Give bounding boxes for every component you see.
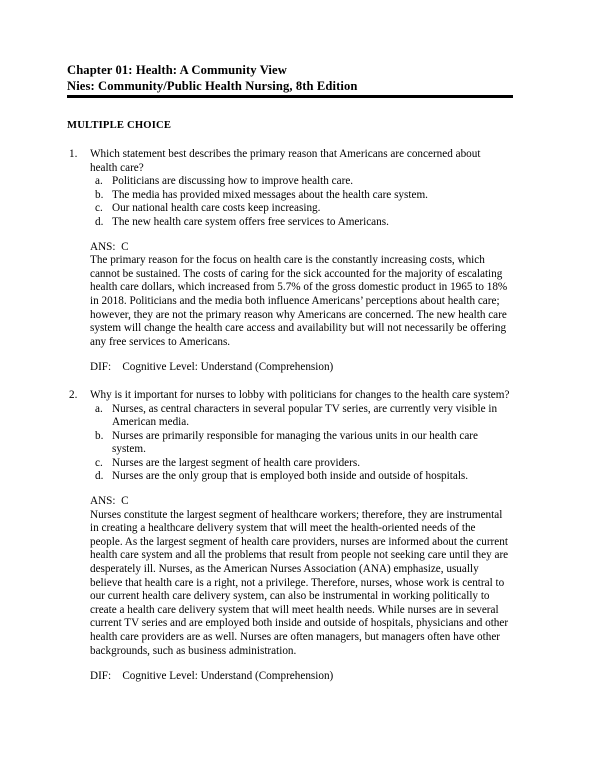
section-heading-multiple-choice: MULTIPLE CHOICE bbox=[67, 120, 172, 131]
option-text: Politicians are discussing how to improve health care. bbox=[112, 175, 354, 188]
header-divider-rule bbox=[67, 95, 513, 98]
question-number: 2. bbox=[69, 388, 78, 401]
option-letter: a. bbox=[95, 402, 103, 415]
option-text: Our national health care costs keep increasing. bbox=[112, 202, 321, 215]
answer-options bbox=[0, 403, 600, 485]
answer-option[interactable] bbox=[0, 216, 600, 230]
question-block bbox=[0, 389, 600, 684]
question-number: 1. bbox=[69, 148, 78, 160]
question-text: Which statement best describes the primary reason that Americans are concerned about health care? bbox=[90, 148, 481, 174]
option-letter: a. bbox=[95, 175, 103, 188]
answer-option[interactable] bbox=[0, 457, 600, 471]
difficulty-line: DIF: Cognitive Level: Understand (Comprehension) bbox=[90, 361, 334, 374]
answer-option[interactable] bbox=[0, 189, 600, 203]
answer-block bbox=[0, 241, 600, 350]
answer-options bbox=[0, 175, 600, 229]
answer-key: ANS: C bbox=[90, 240, 129, 253]
option-text: Nurses are primarily responsible for managing the various units in our health care system. bbox=[112, 429, 478, 456]
option-letter: b. bbox=[95, 188, 104, 201]
question-stem-row bbox=[0, 389, 600, 403]
answer-option[interactable] bbox=[0, 403, 600, 430]
answer-rationale: Nurses constitute the largest segment of healthcare workers; therefore, they are instrumental in creating a healthcare delivery system that will meet the health-oriented needs of the people. As the largest segment of health care providers, nurses are informed about the current health care system and all the problems that result from people not seeking care until they are desperately ill. Nurses, as the American Nurses Association (ANA) emphasize, usually believe that health care is a right, not a privilege. Therefore, nurses, whose work is central to our current health care delivery system, can also be instrumental in working politically to create a health care delivery system that will meet health needs. While nurses are in several current TV series and are employed both inside and outside of hospitals, physicians and other health care providers are as well. Nurses are often managers, but managers often have other backgrounds, such as business administration. bbox=[90, 508, 509, 657]
option-text: Nurses are the only group that is employed both inside and outside of hospitals. bbox=[112, 470, 469, 483]
option-letter: c. bbox=[95, 456, 103, 469]
option-letter: d. bbox=[95, 470, 104, 483]
question-spacer bbox=[0, 375, 600, 389]
header-book-title: Nies: Community/Public Health Nursing, 8th Edition bbox=[67, 78, 358, 93]
header-chapter-title: Chapter 01: Health: A Community View bbox=[67, 63, 287, 77]
answer-block bbox=[0, 495, 600, 658]
answer-option[interactable] bbox=[0, 175, 600, 189]
answer-option[interactable] bbox=[0, 202, 600, 216]
answer-rationale: The primary reason for the focus on health care is the constantly increasing costs, which cannot be sustained. The costs of caring for the sick accounted for the majority of escalating health care dollars, which increased from 5.7% of the gross domestic product in 1965 to 18% in 2018. Politicians and the media both influence Americans’ perceptions about health care; however, they are not the primary reason why Americans are concerned. The new health care system will change the health care access and availability but will not necessarily be offering any free services to Americans. bbox=[90, 254, 508, 348]
option-text: Nurses, as central characters in several popular TV series, are currently very visible in American media. bbox=[112, 402, 498, 429]
answer-option[interactable] bbox=[0, 470, 600, 484]
question-block bbox=[0, 148, 600, 375]
option-letter: d. bbox=[95, 215, 104, 228]
difficulty-line: DIF: Cognitive Level: Understand (Comprehension) bbox=[90, 670, 334, 683]
option-text: The new health care system offers free services to Americans. bbox=[112, 215, 389, 228]
option-letter: c. bbox=[95, 202, 103, 215]
question-list bbox=[0, 148, 600, 684]
answer-key: ANS: C bbox=[90, 495, 129, 508]
question-stem-row bbox=[0, 148, 600, 175]
document-header bbox=[67, 63, 513, 94]
option-letter: b. bbox=[95, 429, 104, 442]
question-text: Why is it important for nurses to lobby with politicians for changes to the health care system? bbox=[90, 388, 510, 401]
answer-option[interactable] bbox=[0, 430, 600, 457]
option-text: The media has provided mixed messages about the health care system. bbox=[112, 188, 428, 201]
option-text: Nurses are the largest segment of health care providers. bbox=[112, 456, 360, 469]
